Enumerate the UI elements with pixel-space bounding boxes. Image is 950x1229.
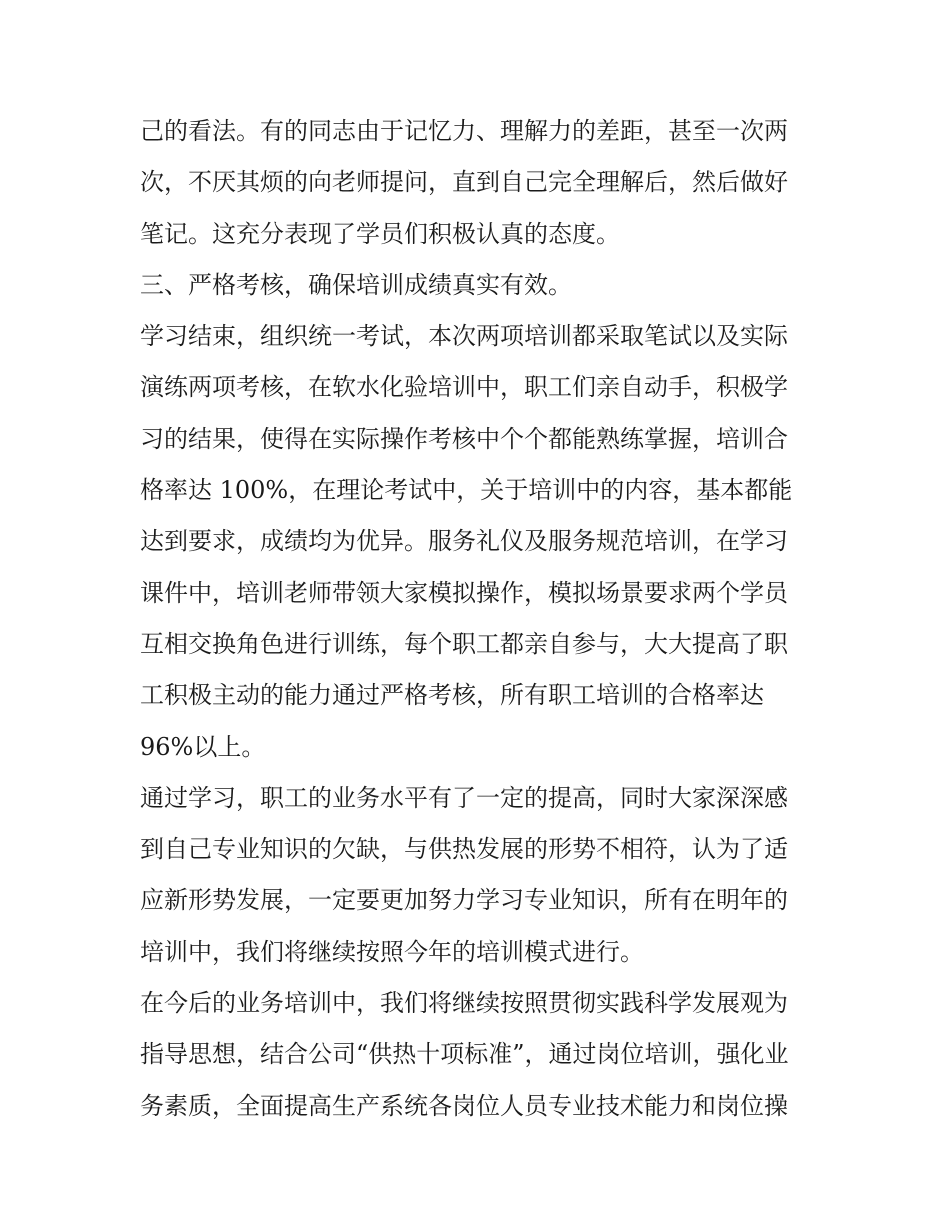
text-line: 工积极主动的能力通过严格考核，所有职工培训的合格率达: [140, 681, 764, 710]
text-line: 培训中，我们将继续按照今年的培训模式进行。: [140, 937, 644, 966]
text-line: 课件中，培训老师带领大家模拟操作，模拟场景要求两个学员: [140, 578, 788, 607]
text-line: 96%以上。: [140, 732, 266, 761]
text-line: 次，不厌其烦的向老师提问，直到自己完全理解后，然后做好: [140, 168, 788, 197]
text-line: 应新形势发展，一定要更加努力学习专业知识，所有在明年的: [140, 886, 788, 915]
text-line: 互相交换角色进行训练，每个职工都亲自参与，大大提高了职: [140, 629, 788, 658]
document-body: [140, 106, 820, 1132]
text-line: 笔记。这充分表现了学员们积极认真的态度。: [140, 219, 620, 248]
text-line: 习的结果，使得在实际操作考核中个个都能熟练掌握，培训合: [140, 424, 788, 453]
text-line: 学习结束，组织统一考试，本次两项培训都采取笔试以及实际: [140, 322, 788, 351]
text-line: 在今后的业务培训中，我们将继续按照贯彻实践科学发展观为: [140, 989, 788, 1018]
text-line: 到自己专业知识的欠缺，与供热发展的形势不相符，认为了适: [140, 835, 788, 864]
section-heading: 三、严格考核，确保培训成绩真实有效。: [140, 270, 572, 299]
text-line: 通过学习，职工的业务水平有了一定的提高，同时大家深深感: [140, 783, 788, 812]
text-line: 己的看法。有的同志由于记忆力、理解力的差距，甚至一次两: [140, 117, 788, 145]
text-line: 务素质，全面提高生产系统各岗位人员专业技术能力和岗位操: [140, 1091, 788, 1120]
text-line: 演练两项考核，在软水化验培训中，职工们亲自动手，积极学: [140, 373, 788, 402]
text-line: 指导思想，结合公司“供热十项标准”，通过岗位培训，强化业: [140, 1040, 789, 1069]
text-line: 格率达 100%，在理论考试中，关于培训中的内容，基本都能: [140, 476, 793, 505]
text-line: 达到要求，成绩均为优异。服务礼仪及服务规范培训，在学习: [140, 527, 788, 556]
